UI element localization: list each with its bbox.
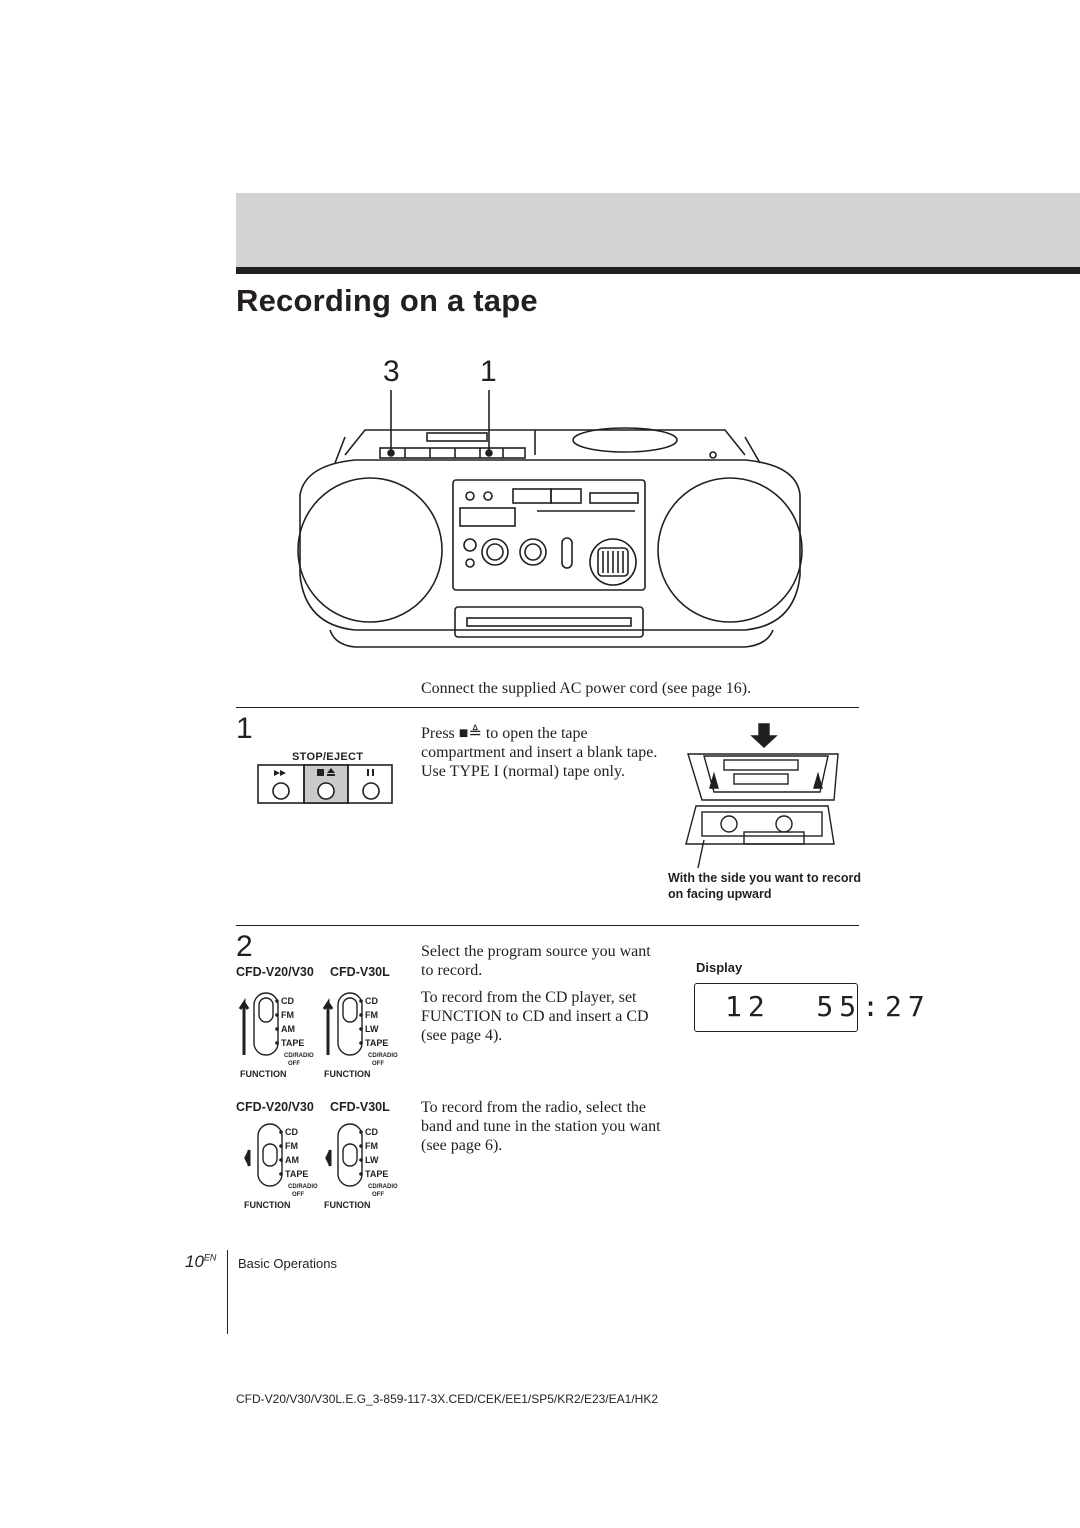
page-number-value: 10 (185, 1252, 204, 1271)
sw2-fm: FM (365, 1010, 378, 1020)
step-2-text-c: To record from the radio, select the band and tune in the station you want (see page 6). (421, 1099, 661, 1154)
lcd-value: 12 55:27 (725, 990, 931, 1023)
sw4-lw: LW (365, 1155, 379, 1165)
cassette-caption: With the side you want to record on facing upward (668, 871, 861, 901)
step-2-text-b: To record from the CD player, set FUNCTION to CD and insert a CD (see page 4). (421, 989, 649, 1044)
page-number (185, 1252, 216, 1272)
section-name: Basic Operations (238, 1256, 337, 1271)
function-switch-cd (236, 985, 411, 1080)
sw2-cd: CD (365, 996, 378, 1006)
cassette-insert-illustration (684, 722, 844, 872)
page-title: Recording on a tape (236, 283, 538, 318)
callout-1: 1 (480, 355, 497, 388)
header-rule (236, 267, 1080, 274)
step-1-text: Press ■≜ to open the tape compartment and insert a blank tape. Use TYPE I (normal) tape only. (421, 725, 658, 780)
intro-text: Connect the supplied AC power cord (see page 16). (421, 680, 752, 697)
sw3-off: OFF (292, 1192, 304, 1198)
sw2-lw: LW (365, 1024, 379, 1034)
page-suffix: EN (203, 1252, 217, 1263)
model-label-left-1: CFD-V20/V30 (236, 965, 314, 979)
callout-3: 3 (383, 355, 400, 388)
boombox-illustration (285, 385, 815, 655)
stop-eject-button-panel (257, 764, 393, 804)
sw3-tape: TAPE (285, 1169, 309, 1179)
sw2-name: FUNCTION (324, 1069, 371, 1079)
sw3-am: AM (285, 1155, 299, 1165)
display-label: Display (696, 960, 743, 975)
sw4-fm: FM (365, 1141, 378, 1151)
step-1-number: 1 (236, 712, 253, 745)
header-bar (236, 193, 1080, 267)
sw1-fm: FM (281, 1010, 294, 1020)
model-label-left-2: CFD-V20/V30 (236, 1100, 314, 1114)
sw1-am: AM (281, 1024, 295, 1034)
sw2-tape: TAPE (365, 1038, 389, 1048)
sw4-name: FUNCTION (324, 1200, 371, 1210)
sw3-name: FUNCTION (244, 1200, 291, 1210)
function-switch-radio (236, 1118, 411, 1213)
sw1-sub: CD/RADIO (284, 1053, 314, 1059)
sw2-sub: CD/RADIO (368, 1053, 398, 1059)
footer-rule (227, 1250, 228, 1334)
lcd-display (694, 983, 931, 1032)
sw4-sub: CD/RADIO (368, 1184, 398, 1190)
sw4-tape: TAPE (365, 1169, 389, 1179)
sw4-cd: CD (365, 1127, 378, 1137)
divider-2 (236, 925, 859, 926)
sw4-off: OFF (372, 1192, 384, 1198)
sw1-tape: TAPE (281, 1038, 305, 1048)
sw3-fm: FM (285, 1141, 298, 1151)
sw1-cd: CD (281, 996, 294, 1006)
sw2-off: OFF (372, 1061, 384, 1067)
stop-eject-label: STOP/EJECT (292, 751, 364, 763)
divider-1 (236, 707, 859, 708)
document-id: CFD-V20/V30/V30L.E.G_3-859-117-3X.CED/CEK/EE1/SP5/KR2/E23/EA1/HK2 (236, 1392, 658, 1406)
model-label-right-2: CFD-V30L (330, 1100, 390, 1114)
model-label-right-1: CFD-V30L (330, 965, 390, 979)
sw1-off: OFF (288, 1061, 300, 1067)
sw1-name: FUNCTION (240, 1069, 287, 1079)
step-2-number: 2 (236, 930, 253, 963)
sw3-sub: CD/RADIO (288, 1184, 318, 1190)
sw3-cd: CD (285, 1127, 298, 1137)
step-2-text-a: Select the program source you want to record. (421, 943, 651, 979)
